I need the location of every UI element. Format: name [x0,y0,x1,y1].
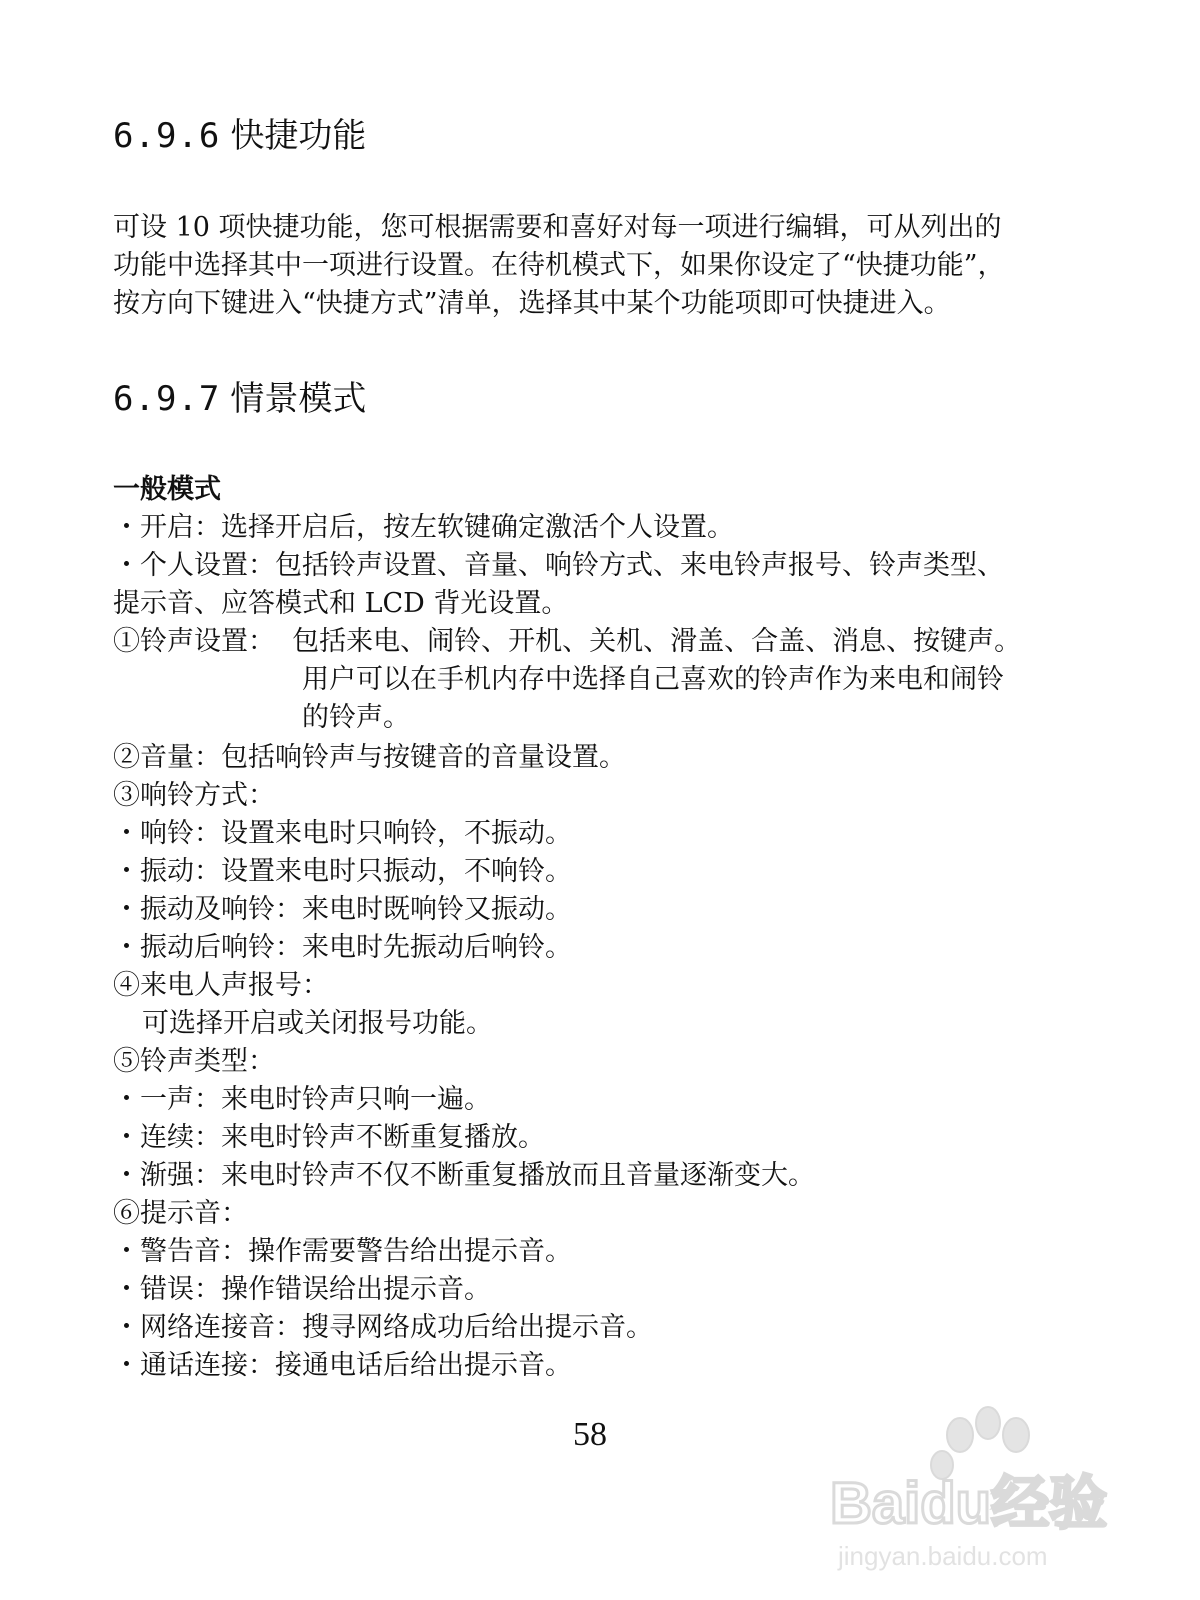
list-item: ⑥提示音： [113,1198,248,1229]
watermark-brand: Baidu经验 [830,1471,1108,1536]
list-item-continuation: 可选择开启或关闭报号功能。 [142,1008,493,1039]
text-line: 按方向下键进入“快捷方式”清单，选择其中某个功能项即可快捷进入。 [113,288,951,319]
general-mode-heading: 一般模式 [113,474,221,505]
page-number: 58 [573,1416,607,1453]
text-line: 功能中选择其中一项进行设置。在待机模式下，如果你设定了“快捷功能”， [113,250,1005,281]
list-item: ・渐强：来电时铃声不仅不断重复播放而且音量逐渐变大。 [113,1160,815,1191]
list-item: ①铃声设置： 包括来电、闹铃、开机、关机、滑盖、合盖、消息、按键声。 [113,626,1022,657]
list-item-continuation: 用户可以在手机内存中选择自己喜欢的铃声作为来电和闹铃 [302,664,1004,695]
list-item: ・一声：来电时铃声只响一遍。 [113,1084,491,1115]
list-item: ・振动及响铃：来电时既响铃又振动。 [113,894,572,925]
shortcut-description [113,209,1073,323]
list-item-continuation: 提示音、应答模式和 LCD 背光设置。 [113,588,569,619]
list-item-continuation: 的铃声。 [302,702,410,733]
list-item: ・振动：设置来电时只振动，不响铃。 [113,856,572,887]
list-item: ⑤铃声类型： [113,1046,275,1077]
baidu-jingyan-watermark-icon [820,1395,1120,1575]
section-heading-6-9-7: 6.9.7 情景模式 [113,379,367,419]
list-item: ・个人设置：包括铃声设置、音量、响铃方式、来电铃声报号、铃声类型、 [113,550,1004,581]
watermark-url: jingyan.baidu.com [838,1541,1048,1571]
list-item: ・振动后响铃：来电时先振动后响铃。 [113,932,572,963]
list-item: ・响铃：设置来电时只响铃，不振动。 [113,818,572,849]
list-item: ④来电人声报号： [113,970,329,1001]
list-item: ③响铃方式： [113,780,275,811]
list-item: ・通话连接：接通电话后给出提示音。 [113,1350,572,1381]
text-line: 可设 10 项快捷功能，您可根据需要和喜好对每一项进行编辑，可从列出的 [113,212,1002,243]
list-item: ②音量：包括响铃声与按键音的音量设置。 [113,742,626,773]
list-item: ・开启：选择开启后，按左软键确定激活个人设置。 [113,512,734,543]
list-item: ・连续：来电时铃声不断重复播放。 [113,1122,545,1153]
list-item: ・网络连接音：搜寻网络成功后给出提示音。 [113,1312,653,1343]
list-item: ・警告音：操作需要警告给出提示音。 [113,1236,572,1267]
section-heading-6-9-6: 6.9.6 快捷功能 [113,116,367,156]
list-item: ・错误：操作错误给出提示音。 [113,1274,491,1305]
